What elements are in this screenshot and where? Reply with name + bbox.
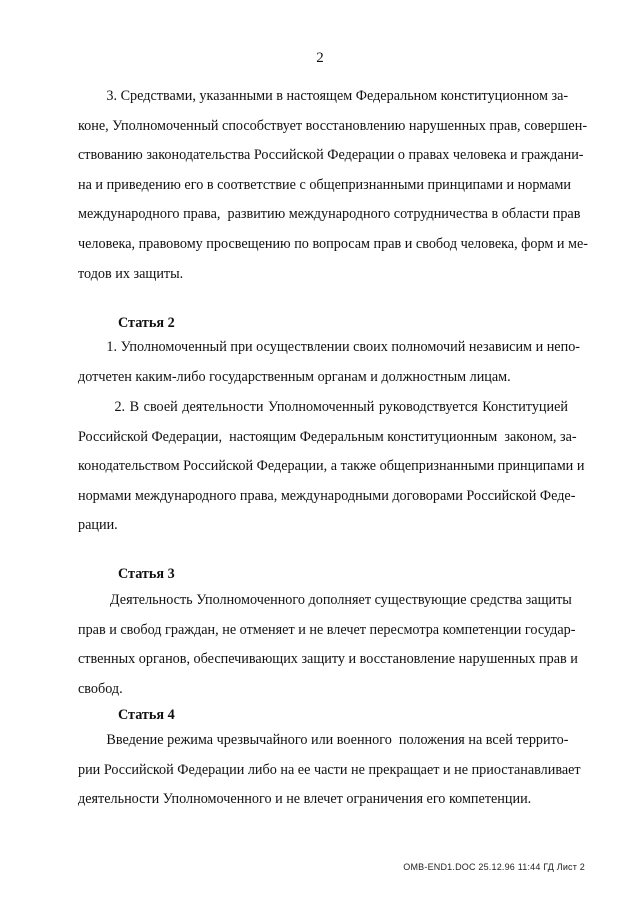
text-line: 2. В своей деятельности Уполномоченный руководствуется Конституцией <box>78 399 568 415</box>
text-line: коне, Уполномоченный способствует восстановлению нарушенных прав, совершен- <box>78 117 588 134</box>
text-line: 1. Уполномоченный при осуществлении своих полномочий независим и непо- <box>78 339 581 355</box>
text-line: Российской Федерации, настоящим Федеральным конституционным законом, за- <box>78 428 577 445</box>
text-line: нормами международного права, международными договорами Российской Феде- <box>78 487 576 504</box>
text-line: человека, правовому просвещению по вопросам прав и свобод человека, форм и ме- <box>78 235 589 252</box>
text-line: рации. <box>78 517 118 534</box>
page-number: 2 <box>316 50 324 66</box>
text-line: международного права, развитию международного сотрудничества в области прав <box>78 206 581 223</box>
article-2-paragraph-1 <box>78 333 581 392</box>
article-2-paragraph-2 <box>78 393 585 541</box>
text-line: ствованию законодательства Российской Федерации о правах человека и граждани- <box>78 147 584 164</box>
text-line: конодательством Российской Федерации, а также общепризнанными принципами и <box>78 458 585 475</box>
article-4-heading: Статья 4 <box>118 707 175 723</box>
text-line: на и приведению его в соответствие с общепризнанными принципами и нормами <box>78 176 571 193</box>
text-line: тодов их защиты. <box>78 265 184 282</box>
article-4-paragraph <box>78 726 581 815</box>
text-line: деятельности Уполномоченного и не влечет ограничения его компетенции. <box>78 791 532 808</box>
text-line: Введение режима чрезвычайного или военного положения на всей террито- <box>78 732 569 748</box>
article-3-paragraph <box>78 586 578 704</box>
text-line: свобод. <box>78 680 123 697</box>
text-line: дотчетен каким-либо государственным органам и должностным лицам. <box>78 368 511 385</box>
article-2-heading: Статья 2 <box>118 315 175 331</box>
article-3-heading: Статья 3 <box>118 566 175 582</box>
text-line: 3. Средствами, указанными в настоящем Федеральном конституционном за- <box>78 88 569 104</box>
text-line: Деятельность Уполномоченного дополняет существующие средства защиты <box>78 592 572 608</box>
text-line: рии Российской Федерации либо на ее части не прекращает и не приостанавливает <box>78 761 581 778</box>
clause-3-paragraph <box>78 82 589 289</box>
text-line: ственных органов, обеспечивающих защиту и восстановление нарушенных прав и <box>78 651 578 668</box>
text-line: прав и свобод граждан, не отменяет и не влечет пересмотра компетенции государ- <box>78 621 576 638</box>
document-footer: OMB-END1.DOC 25.12.96 11:44 ГД Лист 2 <box>403 862 585 872</box>
